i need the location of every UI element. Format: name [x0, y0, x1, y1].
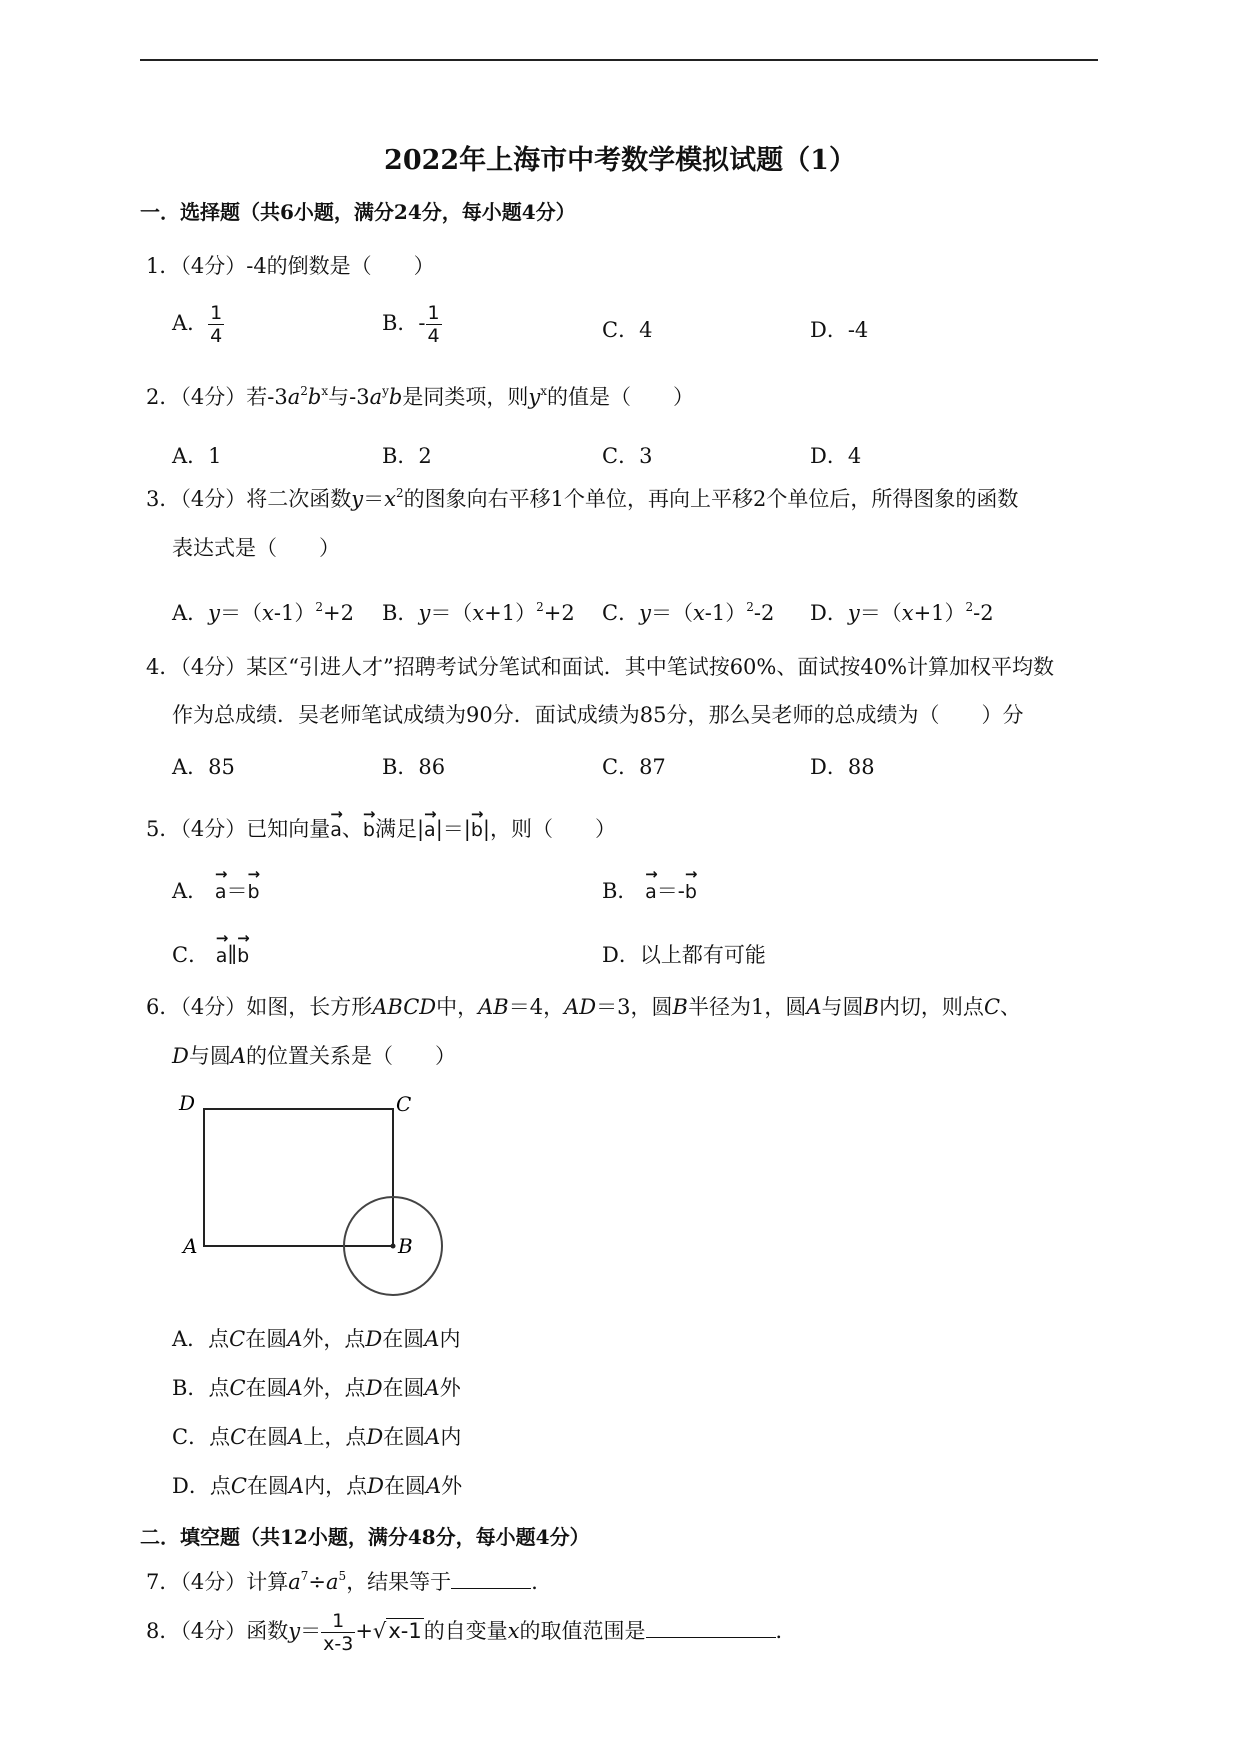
q1-option-a-label: A． [172, 311, 209, 335]
q4-option-d[interactable]: D．88 [810, 755, 875, 779]
q1-option-a[interactable] [172, 302, 224, 347]
q1-option-b[interactable] [382, 302, 442, 347]
q5-option-a[interactable]: A． → a＝→ b [172, 875, 260, 905]
q6-option-d[interactable]: D．点C在圆A内，点D在圆A外 [172, 1474, 463, 1498]
label-a: A [183, 1234, 198, 1258]
q1-option-a-fraction: $\frac{1}{4}$ [210, 302, 223, 347]
q2-option-a[interactable]: A．1 [172, 444, 222, 468]
label-c: C [396, 1092, 412, 1116]
q2-option-c[interactable]: C．3 [602, 444, 653, 468]
question-8-stem: 8．（4分）函数y＝ $\frac{1}{x-3}$ +√x-1的自变量x的取值范围是 ． [146, 1610, 797, 1655]
q4-option-a[interactable]: A．85 [172, 755, 235, 779]
q8-fraction: $\frac{1}{x-3}$ [323, 1610, 354, 1655]
q3-option-b[interactable]: B．$y=(x+1)^2+2$ [382, 600, 575, 625]
q4-option-c[interactable]: C．87 [602, 755, 666, 779]
q6-option-b[interactable]: B．点C在圆A外，点D在圆A外 [172, 1376, 461, 1400]
section-2-heading: 二．填空题（共12小题，满分48分，每小题4分） [140, 1525, 590, 1549]
q6-option-a[interactable]: A．点C在圆A外，点D在圆A内 [172, 1327, 461, 1351]
q1-option-d[interactable]: D．-4 [810, 318, 869, 342]
question-6-stem-line2: D与圆A的位置关系是（ ） [172, 1044, 457, 1068]
header-rule [140, 59, 1098, 61]
q4-option-b[interactable]: B．86 [382, 755, 446, 779]
q7-answer-blank[interactable] [451, 1588, 531, 1589]
q5-option-c[interactable]: C． → a∥→ b [172, 939, 249, 969]
question-3-stem-line2: 表达式是（ ） [172, 536, 340, 560]
q1-option-b-label: B．- [382, 311, 426, 335]
section-1-heading: 一．选择题（共6小题，满分24分，每小题4分） [140, 200, 576, 224]
q3-option-c[interactable]: C．$y=(x-1)^2-2$ [602, 600, 775, 625]
q5-option-b[interactable]: B． → a＝-→ b [602, 875, 697, 905]
question-1-stem: 1．（4分）-4的倒数是（ ） [146, 254, 435, 278]
q5-option-d[interactable]: D．以上都有可能 [602, 943, 766, 967]
point-b-dot [391, 1244, 396, 1249]
question-6-stem-line1: 6．（4分）如图，长方形ABCD中，AB＝4，AD＝3，圆B半径为1，圆A与圆B内切，则点C、 [146, 995, 1022, 1019]
q3-option-a[interactable]: A．$y=(x-1)^2+2$ [172, 600, 354, 625]
q6-option-c[interactable]: C．点C在圆A上，点D在圆A内 [172, 1425, 462, 1449]
vector-a: → a [330, 809, 342, 845]
q8-sqrt: √x-1 [372, 1619, 422, 1643]
q8-answer-blank[interactable] [646, 1637, 776, 1638]
vector-b: → b [363, 809, 375, 845]
question-2-stem: 2．（4分）若$-3a^2b^x$与$-3a^yb$是同类项，则$y^x$的值是（ ） [146, 384, 694, 409]
q2-option-d[interactable]: D．4 [810, 444, 862, 468]
question-4-stem-line2: 作为总成绩．吴老师笔试成绩为90分．面试成绩为85分，那么吴老师的总成绩为（ ）分 [172, 703, 1024, 727]
label-b: B [398, 1234, 413, 1258]
question-4-stem-line1: 4．（4分）某区“引进人才”招聘考试分笔试和面试．其中笔试按60%、面试按40%计算加权平均数 [146, 655, 1055, 679]
q1-option-c[interactable]: C．4 [602, 318, 653, 342]
question-7-stem: 7．（4分）计算$a^7\div a^5$，结果等于 ． [146, 1569, 553, 1594]
question-3-stem-line1: 3．（4分）将二次函数$y=x^2$的图象向右平移1个单位，再向上平移2个单位后，所得图象的函数 [146, 486, 1019, 511]
q3-option-d[interactable]: D．$y=(x+1)^2-2$ [810, 600, 994, 625]
label-d: D [179, 1091, 196, 1115]
rectangle-abcd [204, 1109, 393, 1246]
q2-option-b[interactable]: B．2 [382, 444, 432, 468]
page-title: 2022年上海市中考数学模拟试题（1） [384, 145, 856, 176]
question-5-stem: 5．（4分）已知向量→ a、→ b满足|→ a|＝|→ b|，则（ ） [146, 809, 616, 845]
q6-figure [170, 1080, 460, 1300]
q1-option-b-fraction: $\frac{1}{4}$ [427, 302, 440, 347]
